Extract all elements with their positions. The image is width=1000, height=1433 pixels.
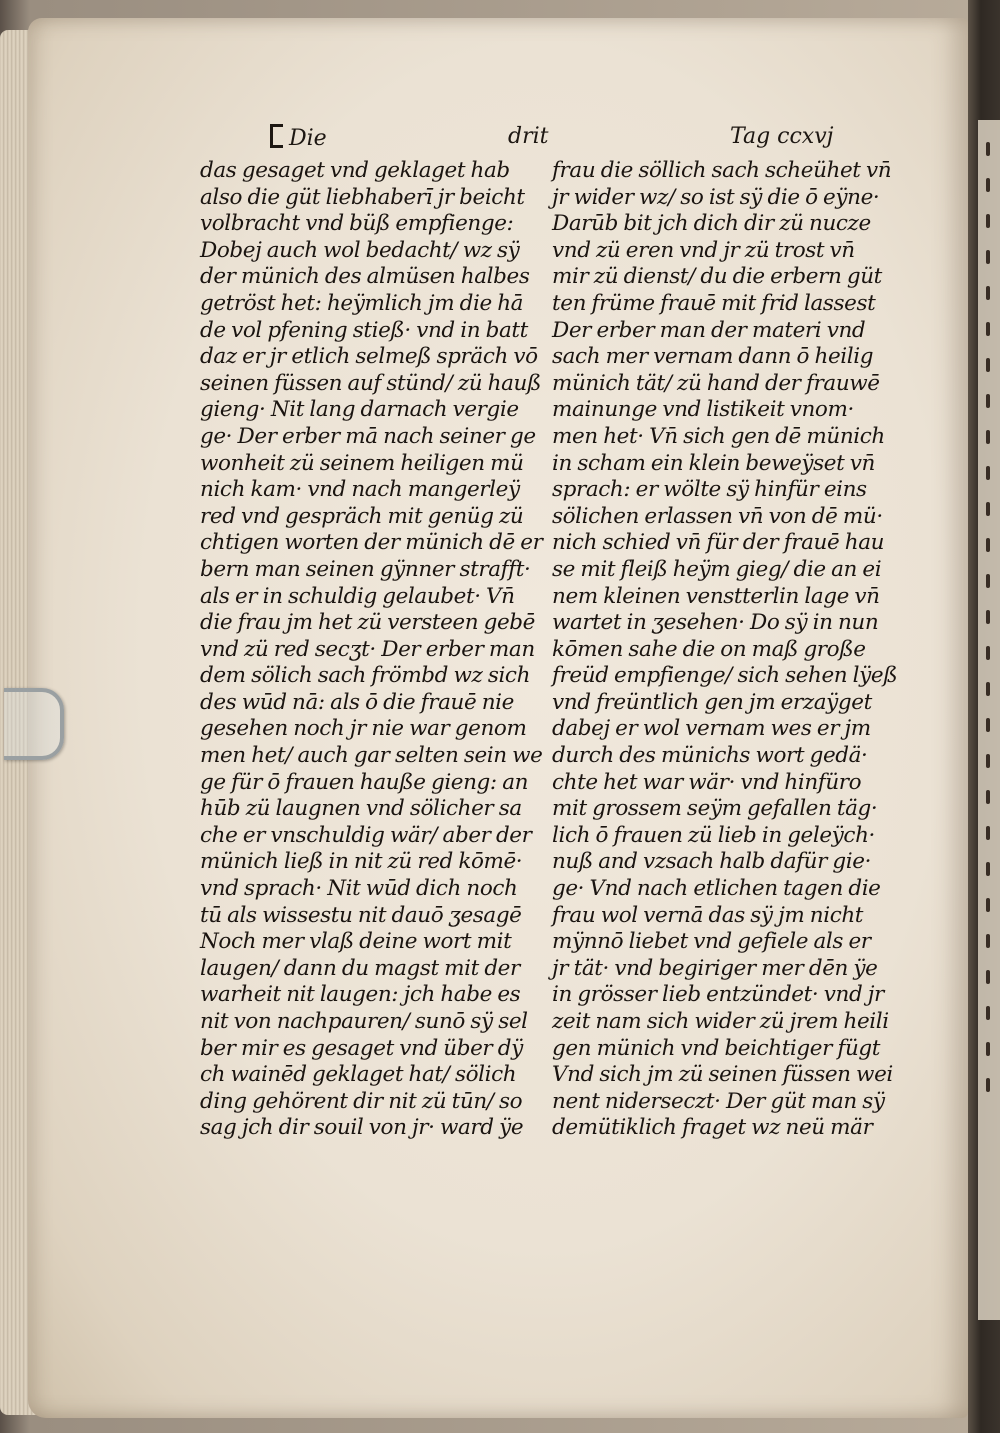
text-line: ge für ō frauen hauße gieng: an <box>200 769 529 795</box>
text-line: de vol pfening stieß· vnd in batt <box>200 317 528 343</box>
text-line: ding gehörent dir nit zü tūn/ so <box>200 1088 523 1114</box>
text-line: dem sölich sach frömbd wz sich <box>200 663 531 689</box>
text-line: men het/ auch gar selten sein we <box>200 743 543 769</box>
text-line: sach mer vernam dann ō heilig <box>552 344 874 370</box>
text-line: volbracht vnd büß empfienge: <box>200 211 514 237</box>
text-line: des wūd nā: als ō die frauē nie <box>200 689 514 715</box>
page-clip <box>4 688 64 760</box>
text-line: hūb zü laugnen vnd sölicher sa <box>200 796 522 822</box>
text-line: nuß and vzsach halb dafür gie· <box>552 849 872 875</box>
text-line: seinen füssen auf stünd/ zü hauß <box>200 370 541 396</box>
text-line: die frau jm het zü versteen gebē <box>200 610 535 636</box>
text-line: chtigen worten der münich dē er <box>200 530 543 556</box>
text-line: ch wainēd geklaget hat/ sölich <box>200 1062 517 1088</box>
text-line: nem kleinen venstterlin lage vn̄ <box>552 583 880 609</box>
text-line: daz er jr etlich selmeß spräch vō <box>200 344 538 370</box>
text-line: demütiklich fraget wz neü mär <box>552 1115 873 1141</box>
text-column-left <box>200 158 543 1142</box>
text-line: ber mir es gesaget vnd über dÿ <box>200 1035 523 1061</box>
text-line: mit grossem seÿm gefallen täg· <box>552 796 878 822</box>
text-line: mir zü dienst/ du die erbern güt <box>552 264 882 290</box>
text-line: gen münich vnd beichtiger fügt <box>552 1035 881 1061</box>
text-line: mÿnnō liebet vnd gefiele als er <box>552 929 871 955</box>
text-line: das gesaget vnd geklaget hab <box>200 158 510 183</box>
text-line: mainunge vnd listikeit vnom· <box>552 397 854 423</box>
text-line: sölichen erlassen vn̄ von dē mü· <box>552 503 883 529</box>
text-line: jr wider wz/ so ist sÿ die ō eÿne· <box>552 184 880 210</box>
text-line: se mit fleiß heÿm gieg/ die an ei <box>552 556 882 582</box>
text-line: zeit nam sich wider zü jrem heili <box>552 1009 889 1034</box>
text-line: Noch mer vlaß deine wort mit <box>200 929 512 955</box>
text-line: sprach: er wölte sÿ hinfür eins <box>552 477 867 503</box>
text-column-right <box>552 158 898 1142</box>
header-center: drit <box>508 124 549 149</box>
text-line: nent niderseczt· Der güt man sÿ <box>552 1088 885 1114</box>
text-line: chte het war wär· vnd hinfüro <box>552 769 862 795</box>
text-line: als er in schuldig gelaubet· Vn̄ <box>200 583 515 609</box>
facing-page-edge <box>978 120 1000 1320</box>
text-line: lich ō frauen zü lieb in geleÿch· <box>552 822 875 848</box>
text-line: laugen/ dann du magst mit der <box>200 955 520 981</box>
text-line: also die güt liebhaberī jr beicht <box>200 184 525 210</box>
text-line: sag jch dir souil von jr· ward ÿe <box>200 1115 524 1141</box>
text-line: münich ließ in nit zü red kōmē· <box>200 849 523 875</box>
text-line: der münich des almüsen halbes <box>200 264 530 290</box>
text-line: jr tät· vnd begiriger mer dēn ÿe <box>552 955 878 981</box>
text-line: wonheit zü seinem heiligen mü <box>200 450 524 476</box>
text-line: red vnd gespräch mit genüg zü <box>200 503 524 529</box>
text-line: Der erber man der materi vnd <box>552 317 866 343</box>
text-line: Dobej auch wol bedacht/ wz sÿ <box>200 237 520 263</box>
text-line: gieng· Nit lang darnach vergie <box>200 397 519 423</box>
text-line: vnd sprach· Nit wūd dich noch <box>200 876 518 902</box>
header-folio: Tag ccxvj <box>730 124 834 149</box>
text-line: münich tät/ zü hand der frauwē <box>552 370 880 396</box>
text-line: Darūb bit jch dich dir zü nucze <box>552 211 871 237</box>
text-line: getröst het: heÿmlich jm die hā <box>200 290 524 316</box>
text-line: che er vnschuldig wär/ aber der <box>200 822 532 848</box>
text-line: tū als wissestu nit dauō ʒesagē <box>200 902 522 928</box>
text-line: ge· Vnd nach etlichen tagen die <box>552 876 881 902</box>
text-line: nich schied vn̄ für der frauē hau <box>552 530 885 556</box>
text-line: bern man seinen gÿnner strafft· <box>200 556 531 582</box>
text-line: vnd zü red secʒt· Der erber man <box>200 636 535 662</box>
text-line: warheit nit laugen: jch habe es <box>200 982 521 1008</box>
text-line: ten früme frauē mit frid lassest <box>552 290 876 316</box>
text-line: nit von nachpauren/ sunō sÿ sel <box>200 1009 528 1034</box>
text-line: vnd freüntlich gen jm erzaÿget <box>552 689 872 715</box>
text-line: dabej er wol vernam wes er jm <box>552 716 871 742</box>
text-line: freüd empfienge/ sich sehen lÿeß <box>552 663 898 689</box>
text-line: kōmen sahe die on maß große <box>552 636 866 662</box>
text-line: gesehen noch jr nie war genom <box>200 716 527 742</box>
text-line: in grösser lieb entzündet· vnd jr <box>552 982 884 1008</box>
text-line: frau wol vernā das sÿ jm nicht <box>552 902 864 928</box>
text-line: nich kam· vnd nach mangerleÿ <box>200 477 520 503</box>
text-line: vnd zü eren vnd jr zü trost vn̄ <box>552 237 855 263</box>
text-line: men het· Vn̄ sich gen dē münich <box>552 423 885 449</box>
text-line: in scham ein klein beweÿset vn̄ <box>552 450 875 476</box>
text-line: ge· Der erber mā nach seiner ge <box>200 423 536 449</box>
text-line: frau die söllich sach scheühet vn̄ <box>552 158 892 183</box>
text-line: Vnd sich jm zü seinen füssen wei <box>552 1062 893 1088</box>
text-line: wartet in ʒesehen· Do sÿ in nun <box>552 610 879 636</box>
header-left: Die <box>270 124 327 151</box>
text-line: durch des münichs wort gedä· <box>552 743 868 769</box>
